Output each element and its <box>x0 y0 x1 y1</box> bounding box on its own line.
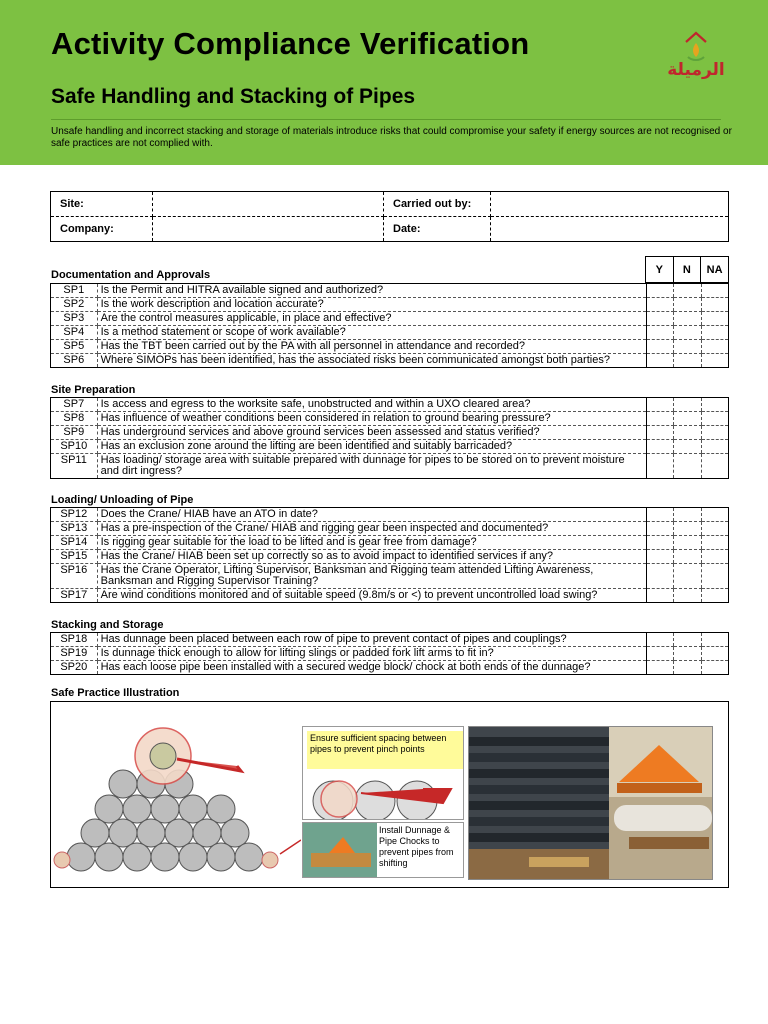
answer-na-cell[interactable] <box>701 326 728 340</box>
answer-y-cell[interactable] <box>646 550 673 564</box>
answer-n-cell[interactable] <box>674 589 701 603</box>
answer-na-cell[interactable] <box>701 522 728 536</box>
checklist-row <box>51 440 729 454</box>
item-code: SP11 <box>51 454 98 479</box>
checklist-row <box>51 298 729 312</box>
carried-out-by-label: Carried out by: <box>384 192 491 217</box>
answer-n-cell[interactable] <box>674 440 701 454</box>
answer-n-cell[interactable] <box>674 633 701 647</box>
item-question: Does the Crane/ HIAB have an ATO in date? <box>97 508 646 522</box>
item-question: Where SIMOPs has been identified, has the associated risks been communicated amongst both parties? <box>97 354 646 368</box>
answer-na-cell[interactable] <box>701 508 728 522</box>
answer-y-cell[interactable] <box>646 589 673 603</box>
answer-n-cell[interactable] <box>674 426 701 440</box>
dunnage-chock-photo <box>303 823 377 877</box>
date-label: Date: <box>384 217 491 242</box>
answer-na-cell[interactable] <box>701 454 728 479</box>
item-code: SP9 <box>51 426 98 440</box>
answer-n-cell[interactable] <box>674 412 701 426</box>
checklist-row <box>51 398 729 412</box>
section-title-documentation: Documentation and Approvals <box>51 269 211 281</box>
answer-n-cell[interactable] <box>674 661 701 675</box>
checklist-row <box>51 412 729 426</box>
answer-na-cell[interactable] <box>701 398 728 412</box>
answer-n-cell[interactable] <box>674 550 701 564</box>
answer-y-cell[interactable] <box>646 633 673 647</box>
item-question: Are the control measures applicable, in place and effective? <box>97 312 646 326</box>
company-label: Company: <box>51 217 153 242</box>
item-code: SP19 <box>51 647 98 661</box>
section-title-stacking: Stacking and Storage <box>51 619 164 631</box>
item-question: Are wind conditions monitored and of suitable speed (9.8m/s or <) to prevent uncontrolled load swing? <box>97 589 646 603</box>
pipe-stack-diagram <box>51 722 301 872</box>
answer-na-cell[interactable] <box>701 312 728 326</box>
answer-n-cell[interactable] <box>674 298 701 312</box>
answer-na-cell[interactable] <box>701 564 728 589</box>
safe-practice-illustration <box>50 701 729 888</box>
answer-n-cell[interactable] <box>674 536 701 550</box>
item-code: SP10 <box>51 440 98 454</box>
checklist-row <box>51 284 729 298</box>
answer-y-cell[interactable] <box>646 426 673 440</box>
checklist-row <box>51 589 729 603</box>
checklist-row <box>51 312 729 326</box>
answer-y-cell[interactable] <box>646 661 673 675</box>
section-title-site-preparation: Site Preparation <box>51 384 136 396</box>
answer-n-cell[interactable] <box>674 312 701 326</box>
answer-na-cell[interactable] <box>701 298 728 312</box>
section-title-illustration: Safe Practice Illustration <box>51 687 180 699</box>
item-question: Has loading/ storage area with suitable prepared with dunnage for pipes to be stored on to prevent moisture and dirt ingress? <box>97 454 646 479</box>
item-code: SP8 <box>51 412 98 426</box>
item-question: Has dunnage been placed between each row of pipe to prevent contact of pipes and couplings? <box>97 633 646 647</box>
item-question: Has a pre-inspection of the Crane/ HIAB and rigging gear been inspected and documented? <box>97 522 646 536</box>
answer-y-cell[interactable] <box>646 647 673 661</box>
answer-y-cell[interactable] <box>646 536 673 550</box>
answer-na-cell[interactable] <box>701 412 728 426</box>
date-field[interactable] <box>491 217 729 242</box>
page-subtitle: Safe Handling and Stacking of Pipes <box>51 85 416 108</box>
answer-n-cell[interactable] <box>674 340 701 354</box>
checklist-row <box>51 522 729 536</box>
item-code: SP12 <box>51 508 98 522</box>
answer-na-cell[interactable] <box>701 340 728 354</box>
answer-n-cell[interactable] <box>674 508 701 522</box>
answer-na-cell[interactable] <box>701 550 728 564</box>
checklist-row <box>51 354 729 368</box>
checklist-row <box>51 326 729 340</box>
answer-y-cell[interactable] <box>646 440 673 454</box>
answer-y-cell[interactable] <box>646 298 673 312</box>
answer-na-cell[interactable] <box>701 589 728 603</box>
page-title: Activity Compliance Verification <box>51 26 530 61</box>
answer-n-cell[interactable] <box>674 284 701 298</box>
section-title-loading: Loading/ Unloading of Pipe <box>51 494 194 506</box>
item-question: Is rigging gear suitable for the load to be lifted and is gear free from damage? <box>97 536 646 550</box>
answer-y-cell[interactable] <box>646 522 673 536</box>
checklist-stacking <box>50 632 729 675</box>
checklist-row <box>51 633 729 647</box>
item-code: SP20 <box>51 661 98 675</box>
site-field[interactable] <box>153 192 384 217</box>
company-field[interactable] <box>153 217 384 242</box>
pipe-spacing-inset <box>302 726 464 820</box>
answer-na-cell[interactable] <box>701 426 728 440</box>
answer-y-cell[interactable] <box>646 340 673 354</box>
answer-na-cell[interactable] <box>701 354 728 368</box>
item-code: SP17 <box>51 589 98 603</box>
answer-na-cell[interactable] <box>701 284 728 298</box>
checklist-row <box>51 508 729 522</box>
dunnage-callout: Install Dunnage & Pipe Chocks to prevent pipes from shifting <box>379 825 459 869</box>
item-code: SP3 <box>51 312 98 326</box>
checklist-row <box>51 647 729 661</box>
item-question: Has influence of weather conditions been considered in relation to ground bearing pressure? <box>97 412 646 426</box>
checklist-row <box>51 340 729 354</box>
company-logo <box>664 30 728 86</box>
item-question: Is the Permit and HITRA available signed and authorized? <box>97 284 646 298</box>
answer-y-cell[interactable] <box>646 564 673 589</box>
answer-na-cell[interactable] <box>701 440 728 454</box>
item-question: Is a method statement or scope of work available? <box>97 326 646 340</box>
checklist-row <box>51 536 729 550</box>
answer-y-cell[interactable] <box>646 412 673 426</box>
answer-na-cell[interactable] <box>701 647 728 661</box>
checklist-row <box>51 550 729 564</box>
answer-n-cell[interactable] <box>674 398 701 412</box>
checklist-site-preparation <box>50 397 729 479</box>
answer-n-cell[interactable] <box>674 354 701 368</box>
header-divider <box>51 119 721 120</box>
item-code: SP5 <box>51 340 98 354</box>
pipe-photo <box>468 726 713 880</box>
item-code: SP7 <box>51 398 98 412</box>
item-code: SP6 <box>51 354 98 368</box>
item-code: SP4 <box>51 326 98 340</box>
item-question: Is access and egress to the worksite safe, unobstructed and within a UXO cleared area? <box>97 398 646 412</box>
answer-n-cell[interactable] <box>674 522 701 536</box>
checklist-row <box>51 454 729 479</box>
header-band <box>0 0 768 165</box>
item-question: Has the Crane/ HIAB been set up correctly so as to avoid impact to identified services if any? <box>97 550 646 564</box>
answer-y-cell[interactable] <box>646 284 673 298</box>
answer-na-cell[interactable] <box>701 536 728 550</box>
site-label: Site: <box>51 192 153 217</box>
item-code: SP14 <box>51 536 98 550</box>
item-code: SP18 <box>51 633 98 647</box>
carried-out-by-field[interactable] <box>491 192 729 217</box>
answer-y-cell[interactable] <box>646 508 673 522</box>
answer-n-cell[interactable] <box>674 564 701 589</box>
item-code: SP2 <box>51 298 98 312</box>
checklist-row <box>51 426 729 440</box>
answer-na-header: NA <box>701 257 729 283</box>
answer-n-cell[interactable] <box>674 326 701 340</box>
answer-y-cell[interactable] <box>646 312 673 326</box>
answer-y-cell[interactable] <box>646 398 673 412</box>
answer-na-cell[interactable] <box>701 661 728 675</box>
checklist-documentation <box>50 283 729 368</box>
item-question: Has underground services and above ground services been assessed and status verified? <box>97 426 646 440</box>
logo-text: الرميلة <box>667 60 725 80</box>
item-question: Has the TBT been carried out by the PA with all personnel in attendance and recorded? <box>97 340 646 354</box>
intro-text: Unsafe handling and incorrect stacking and storage of materials introduce risks that could compromise your safety if energy sources are not recognised or safe practices are not complied with. <box>51 126 732 149</box>
answer-n-header: N <box>673 257 701 283</box>
answer-y-cell[interactable] <box>646 326 673 340</box>
item-code: SP15 <box>51 550 98 564</box>
item-code: SP13 <box>51 522 98 536</box>
answer-y-header: Y <box>646 257 674 283</box>
dunnage-inset <box>302 822 464 878</box>
item-code: SP1 <box>51 284 98 298</box>
answer-n-cell[interactable] <box>674 454 701 479</box>
answer-n-cell[interactable] <box>674 647 701 661</box>
answer-header <box>645 256 729 283</box>
answer-na-cell[interactable] <box>701 633 728 647</box>
item-question: Has an exclusion zone around the lifting are been identified and suitably barricaded? <box>97 440 646 454</box>
item-question: Has the Crane Operator, Lifting Supervisor, Banksman and Rigging team attended Lifting Awareness, Banksman and Rigging Supervisor Training? <box>97 564 646 589</box>
checklist-row <box>51 661 729 675</box>
spacing-callout: Ensure sufficient spacing between pipes to prevent pinch points <box>307 731 463 769</box>
answer-y-cell[interactable] <box>646 454 673 479</box>
item-question: Is dunnage thick enough to allow for lifting slings or padded fork lift arms to fit in? <box>97 647 646 661</box>
answer-y-cell[interactable] <box>646 354 673 368</box>
checklist-loading <box>50 507 729 603</box>
info-table <box>50 191 729 242</box>
item-code: SP16 <box>51 564 98 589</box>
checklist-row <box>51 564 729 589</box>
stacked-pipes-photo <box>469 727 712 879</box>
item-question: Is the work description and location accurate? <box>97 298 646 312</box>
item-question: Has each loose pipe been installed with a secured wedge block/ chock at both ends of the dunnage? <box>97 661 646 675</box>
flame-icon <box>664 30 728 64</box>
